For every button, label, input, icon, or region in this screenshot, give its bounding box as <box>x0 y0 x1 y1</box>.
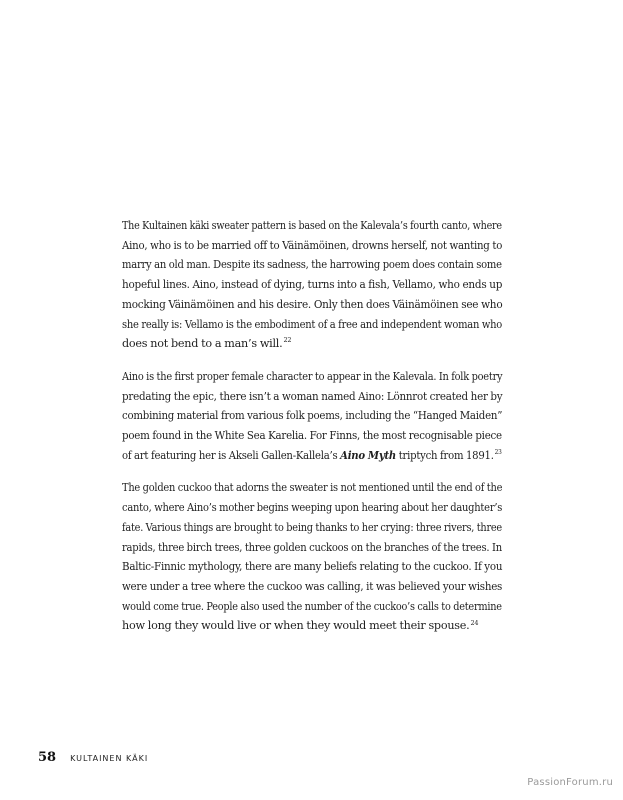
text-line: mocking Väinämöinen and his desire. Only then does Väinämöinen see who <box>122 297 503 311</box>
footnote-reference-22: 22 <box>283 336 292 345</box>
running-head: KULTAINEN KÄKI <box>70 754 149 763</box>
text-line: poem found in the White Sea Karelia. For Finns, the most recognisable piece <box>122 429 502 443</box>
text-line-last <box>122 616 502 636</box>
paragraph-2 <box>122 367 502 466</box>
text-line: she really is: Vellamo is the embodiment of a free and independent woman who <box>122 317 503 331</box>
text-line: combining material from various folk poems, including the “Hanged Maiden” <box>122 409 503 423</box>
text-line: Aino, who is to be married off to Väinämöinen, drowns herself, not wanting to <box>122 238 503 252</box>
page-footer <box>38 750 148 766</box>
text-line: marry an old man. Despite its sadness, the harrowing poem does contain some <box>122 258 502 272</box>
text-line: The Kultainen käki sweater pattern is based on the Kalevala’s fourth canto, where <box>122 219 502 232</box>
text-line: would come true. People also used the number of the cuckoo’s calls to determine <box>122 599 502 613</box>
text-line-last <box>122 446 502 466</box>
text-segment: triptych from 1891. <box>395 448 494 462</box>
text-line-content: does not bend to a man’s will. <box>122 337 283 351</box>
text-line-last <box>122 334 502 354</box>
text-line: The golden cuckoo that adorns the sweater is not mentioned until the end of the <box>122 481 503 495</box>
text-line: Baltic-Finnic mythology, there are many beliefs relating to the cuckoo. If you <box>122 560 503 574</box>
text-line: were under a tree where the cuckoo was calling, it was believed your wishes <box>122 579 503 593</box>
text-line: canto, where Aino’s mother begins weeping upon hearing about her daughter’s <box>122 501 503 515</box>
body-text <box>122 216 502 649</box>
footnote-reference-23: 23 <box>494 448 502 456</box>
paragraph-1 <box>122 216 502 354</box>
page-number: 58 <box>38 750 57 765</box>
text-line: fate. Various things are brought to being thanks to her crying: three rivers, three <box>122 520 502 534</box>
artwork-title-emphasis: Aino Myth <box>340 447 396 462</box>
text-segment: of art featuring her is Akseli Gallen-Kallela’s <box>122 448 341 462</box>
text-line: predating the epic, there isn’t a woman named Aino: Lönnrot created her by <box>122 389 503 403</box>
text-line-content: how long they would live or when they would meet their spouse. <box>122 619 470 633</box>
watermark: PassionForum.ru <box>527 777 613 788</box>
text-line: Aino is the first proper female character to appear in the Kalevala. In folk poetry <box>122 369 503 383</box>
paragraph-3 <box>122 478 502 636</box>
text-line: rapids, three birch trees, three golden cuckoos on the branches of the trees. In <box>122 540 502 554</box>
text-line: hopeful lines. Aino, instead of dying, turns into a fish, Vellamo, who ends up <box>122 278 503 292</box>
footnote-reference-24: 24 <box>470 618 479 627</box>
